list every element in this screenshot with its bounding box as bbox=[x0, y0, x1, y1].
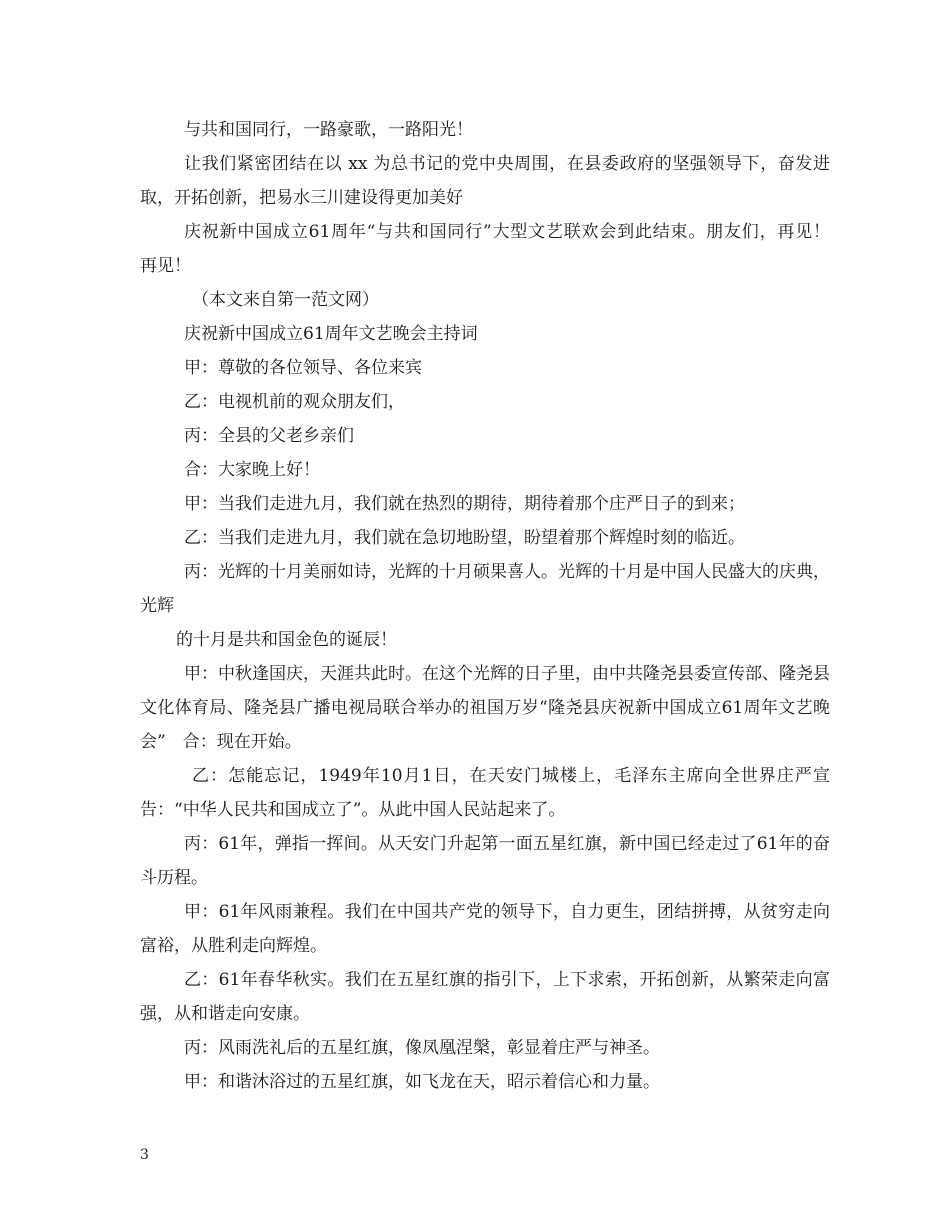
paragraph: 合：大家晚上好！ bbox=[184, 460, 320, 480]
paragraph: 甲：中秋逢国庆，天涯共此时。在这个光辉的日子里，由中共隆尧县委宣传部、隆尧县文化体育局、隆尧县广播电视局联合举办的祖国万岁“隆尧县庆祝新中国成立61周年文艺晚会” 合：现在开始。 bbox=[140, 664, 830, 752]
paragraph: 甲：当我们走进九月，我们就在热烈的期待，期待着那个庄严日子的到来； bbox=[184, 494, 745, 514]
page-number: 3 bbox=[140, 1147, 149, 1163]
paragraph: 乙：当我们走进九月，我们就在急切地盼望，盼望着那个辉煌时刻的临近。 bbox=[184, 528, 745, 548]
paragraph: 丙：光辉的十月美丽如诗，光辉的十月硕果喜人。光辉的十月是中国人民盛大的庆典，光辉 bbox=[140, 562, 830, 616]
paragraph: 让我们紧密团结在以 xx 为总书记的党中央周围，在县委政府的坚强领导下，奋发进取，开拓创新，把易水三川建设得更加美好 bbox=[140, 154, 830, 208]
paragraph: 甲：61年风雨兼程。我们在中国共产党的领导下，自力更生，团结拼搏，从贫穷走向富裕，从胜利走向辉煌。 bbox=[140, 902, 830, 956]
paragraph: 甲：尊敬的各位领导、各位来宾 bbox=[184, 358, 422, 378]
body-text bbox=[140, 113, 847, 1099]
source-note: （本文来自第一范文网） bbox=[192, 290, 379, 310]
paragraph: 与共和国同行，一路豪歌，一路阳光！ bbox=[184, 120, 473, 140]
paragraph: 的十月是共和国金色的诞辰！ bbox=[176, 630, 397, 650]
paragraph: 乙：怎能忘记，1949年10月1日，在天安门城楼上，毛泽东主席向全世界庄严宣告：“中华人民共和国成立了”。从此中国人民站起来了。 bbox=[140, 766, 830, 820]
section-title: 庆祝新中国成立61周年文艺晚会主持词 bbox=[184, 324, 478, 344]
paragraph: 乙：电视机前的观众朋友们， bbox=[184, 392, 405, 412]
paragraph: 丙：风雨洗礼后的五星红旗，像凤凰涅槃，彰显着庄严与神圣。 bbox=[184, 1038, 660, 1058]
paragraph: 乙：61年春华秋实。我们在五星红旗的指引下，上下求索，开拓创新，从繁荣走向富强，从和谐走向安康。 bbox=[140, 970, 830, 1024]
paragraph: 丙：61年，弹指一挥间。从天安门升起第一面五星红旗，新中国已经走过了61年的奋斗历程。 bbox=[140, 834, 830, 888]
paragraph: 庆祝新中国成立61周年“与共和国同行”大型文艺联欢会到此结束。朋友们，再见！ 再见！ bbox=[140, 222, 847, 276]
paragraph: 甲：和谐沐浴过的五星红旗，如飞龙在天，昭示着信心和力量。 bbox=[184, 1072, 660, 1092]
paragraph: 丙：全县的父老乡亲们 bbox=[184, 426, 354, 446]
